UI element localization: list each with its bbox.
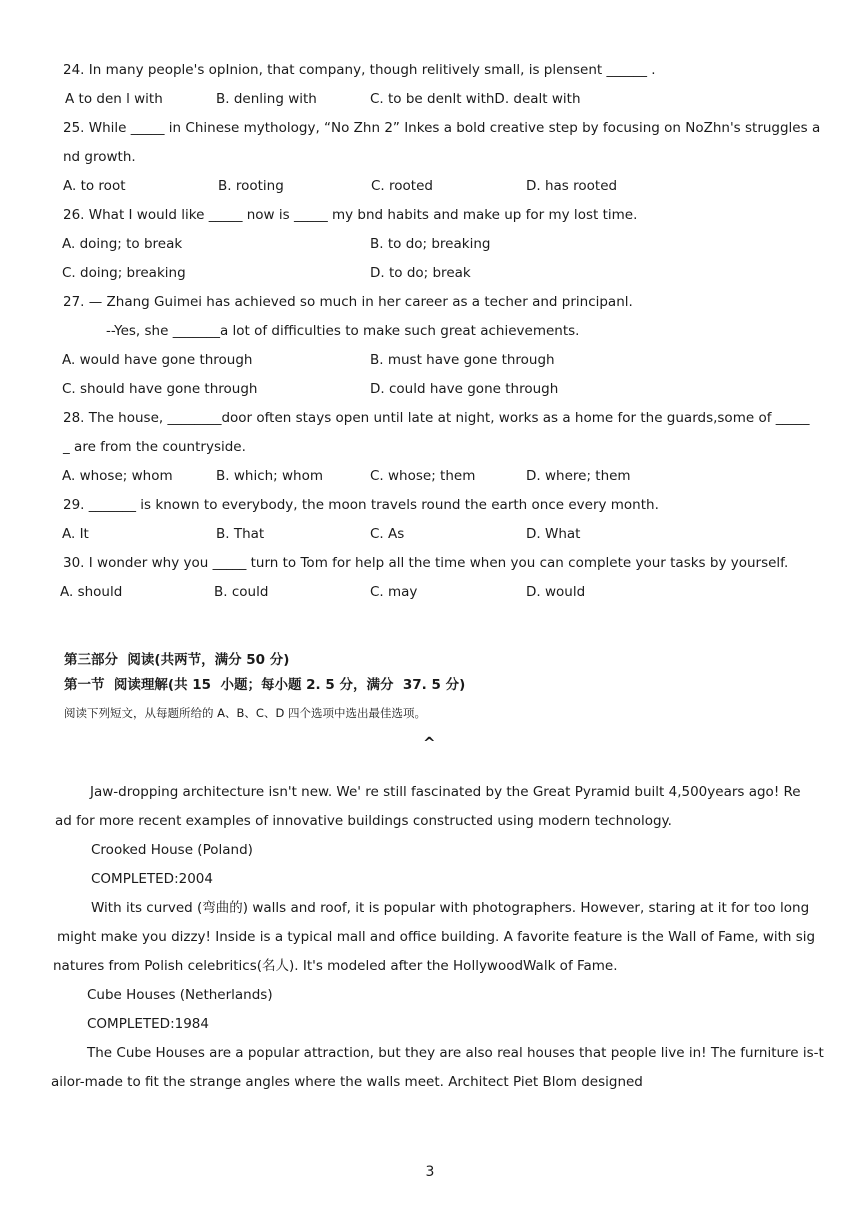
question-26-stem: 26. What I would like _____ now is _____ my bnd habits and make up for my lost time. (63, 207, 638, 223)
passage-line: might make you dizzy! Inside is a typical mall and office building. A favorite feature is the Wall of Fame, with sig (57, 929, 816, 945)
question-28-option-a: A. whose; whom (62, 468, 173, 484)
passage-line: natures from Polish celebritics(名人). It's modeled after the HollywoodWalk of Fame. (53, 958, 618, 974)
section-title: 第三部分 阅读(共两节，满分 50 分) (64, 652, 290, 668)
question-29-option-a: A. It (62, 526, 89, 542)
question-29-option-d: D. What (526, 526, 581, 542)
section-subtitle: 第一节 阅读理解(共 15 小题；每小题 2. 5 分，满分 37. 5 分) (64, 677, 466, 693)
section-marker: ^ (423, 734, 436, 752)
question-28-option-d: D. where; them (526, 468, 631, 484)
question-27-stem: 27. — Zhang Guimei has achieved so much in her career as a techer and principanl. (63, 294, 633, 310)
question-24-stem: 24. In many people's opInion, that company, though relitively small, is plensent ______ . (63, 62, 656, 78)
page-number: 3 (425, 1164, 435, 1180)
question-30-option-c: C. may (370, 584, 418, 600)
question-30-option-b: B. could (214, 584, 269, 600)
section-instruction: 阅读下列短文，从每题所给的 A、B、C、D 四个选项中选出最佳选项。 (64, 706, 426, 720)
question-27-reply: --Yes, she _______a lot of difficulties to make such great achievements. (106, 323, 580, 339)
passage-line: The Cube Houses are a popular attraction, but they are also real houses that people live in! The furniture is-t (87, 1045, 824, 1061)
question-25-option-c: C. rooted (371, 178, 433, 194)
question-24-option-a: A to den l with (65, 91, 163, 107)
passage-completed-date: COMPLETED:2004 (91, 871, 213, 887)
passage-line: ad for more recent examples of innovative buildings constructed using modern technology. (55, 813, 672, 829)
question-29-option-b: B. That (216, 526, 265, 542)
passage-heading-cube-houses: Cube Houses (Netherlands) (87, 987, 273, 1003)
passage-heading-crooked-house: Crooked House (Poland) (91, 842, 253, 858)
question-24-option-cd: C. to be denlt withD. dealt with (370, 91, 581, 107)
question-28-stem-cont: _ are from the countryside. (63, 439, 246, 455)
question-25-stem: 25. While _____ in Chinese mythology, “No Zhn 2” Inkes a bold creative step by focusing on NoZhn's struggles a (63, 120, 821, 136)
question-30-option-d: D. would (526, 584, 586, 600)
question-29-stem: 29. _______ is known to everybody, the moon travels round the earth once every month. (63, 497, 659, 513)
passage-line: Jaw-dropping architecture isn't new. We' re still fascinated by the Great Pyramid built 4,500years ago! Re (90, 784, 801, 800)
question-26-option-b: B. to do; breaking (370, 236, 491, 252)
question-26-option-a: A. doing; to break (62, 236, 183, 252)
question-28-option-c: C. whose; them (370, 468, 476, 484)
question-25-stem-cont: nd growth. (63, 149, 136, 165)
question-30-option-a: A. should (60, 584, 123, 600)
question-28-stem: 28. The house, ________door often stays open until late at night, works as a home for the guards,some of _____ (63, 410, 810, 426)
passage-line: ailor-made to fit the strange angles where the walls meet. Architect Piet Blom designed (51, 1074, 643, 1090)
question-27-option-a: A. would have gone through (62, 352, 253, 368)
question-25-option-b: B. rooting (218, 178, 284, 194)
question-30-stem: 30. I wonder why you _____ turn to Tom for help all the time when you can complete your tasks by yourself. (63, 555, 789, 571)
question-28-option-b: B. which; whom (216, 468, 324, 484)
question-29-option-c: C. As (370, 526, 405, 542)
question-24-option-b: B. denling with (216, 91, 317, 107)
passage-line: With its curved (弯曲的) walls and roof, it is popular with photographers. However, staring at it for too long (91, 900, 810, 916)
question-25-option-a: A. to root (63, 178, 126, 194)
question-26-option-c: C. doing; breaking (62, 265, 186, 281)
question-27-option-c: C. should have gone through (62, 381, 258, 397)
question-27-option-b: B. must have gone through (370, 352, 555, 368)
question-27-option-d: D. could have gone through (370, 381, 559, 397)
question-25-option-d: D. has rooted (526, 178, 618, 194)
question-26-option-d: D. to do; break (370, 265, 471, 281)
passage-completed-date: COMPLETED:1984 (87, 1016, 209, 1032)
